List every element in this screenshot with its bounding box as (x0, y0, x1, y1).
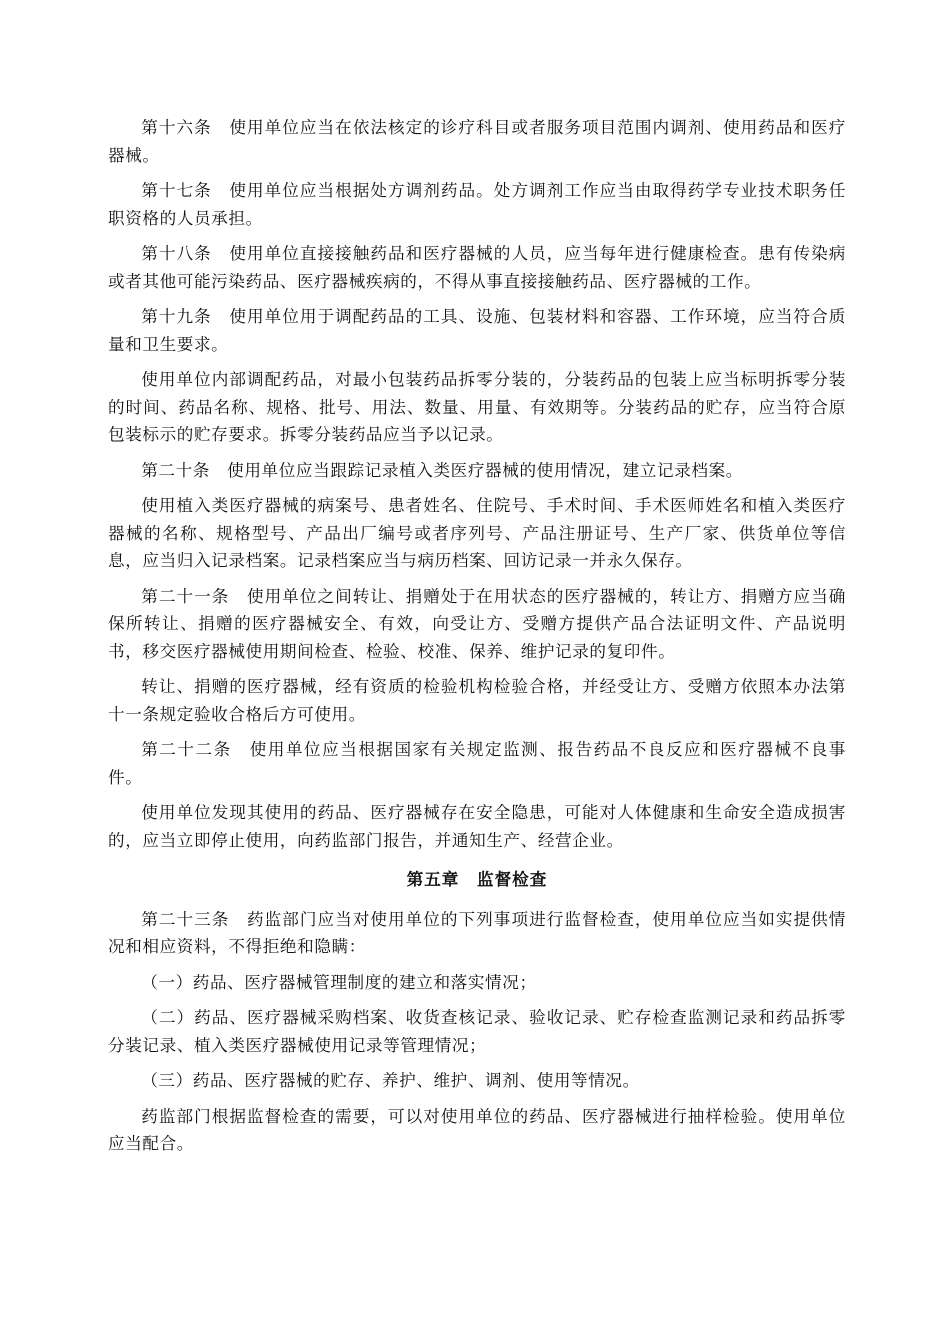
article-19-paragraph-2: 使用单位内部调配药品，对最小包装药品拆零分装的，分装药品的包装上应当标明拆零分装的时间、药品名称、规格、批号、用法、数量、用量、有效期等。分装药品的贮存，应当符合原包装标示的贮存要求。拆零分装药品应当予以记录。 (108, 370, 846, 444)
article-20-paragraph-2: 使用植入类医疗器械的病案号、患者姓名、住院号、手术时间、手术医师姓名和植入类医疗器械的名称、规格型号、产品出厂编号或者序列号、产品注册证号、生产厂家、供货单位等信息，应当归入记录档案。记录档案应当与病历档案、回访记录一并永久保存。 (108, 496, 846, 570)
article-20: 第二十条 使用单位应当跟踪记录植入类医疗器械的使用情况，建立记录档案。 (141, 460, 743, 480)
article-18: 第十八条 使用单位直接接触药品和医疗器械的人员，应当每年进行健康检查。患有传染病或者其他可能污染药品、医疗器械疾病的，不得从事直接接触药品、医疗器械的工作。 (108, 244, 846, 291)
article-23: 第二十三条 药监部门应当对使用单位的下列事项进行监督检查，使用单位应当如实提供情况和相应资料，不得拒绝和隐瞒： (108, 909, 846, 956)
article-23-paragraph-2: 药监部门根据监督检查的需要，可以对使用单位的药品、医疗器械进行抽样检验。使用单位应当配合。 (108, 1106, 846, 1153)
article-22-paragraph-2: 使用单位发现其使用的药品、医疗器械存在安全隐患，可能对人体健康和生命安全造成损害的，应当立即停止使用，向药监部门报告，并通知生产、经营企业。 (108, 803, 846, 850)
article-21: 第二十一条 使用单位之间转让、捐赠处于在用状态的医疗器械的，转让方、捐赠方应当确保所转让、捐赠的医疗器械安全、有效，向受让方、受赠方提供产品合法证明文件、产品说明书，移交医疗器械使用期间检查、检验、校准、保养、维护记录的复印件。 (108, 586, 846, 661)
article-17: 第十七条 使用单位应当根据处方调剂药品。处方调剂工作应当由取得药学专业技术职务任职资格的人员承担。 (108, 181, 846, 228)
article-16: 第十六条 使用单位应当在依法核定的诊疗科目或者服务项目范围内调剂、使用药品和医疗器械。 (108, 118, 846, 165)
article-21-paragraph-2: 转让、捐赠的医疗器械，经有资质的检验机构检验合格，并经受让方、受赠方依照本办法第十一条规定验收合格后方可使用。 (108, 677, 846, 724)
article-23-item-2: （二）药品、医疗器械采购档案、收货查核记录、验收记录、贮存检查监测记录和药品拆零分装记录、植入类医疗器械使用记录等管理情况； (108, 1008, 846, 1055)
article-23-item-3: （三）药品、医疗器械的贮存、养护、维护、调剂、使用等情况。 (141, 1071, 640, 1090)
article-23-item-1: （一）药品、医疗器械管理制度的建立和落实情况； (141, 972, 537, 992)
article-22: 第二十二条 使用单位应当根据国家有关规定监测、报告药品不良反应和医疗器械不良事件。 (108, 740, 846, 787)
document-page (108, 114, 846, 1166)
article-19: 第十九条 使用单位用于调配药品的工具、设施、包装材料和容器、工作环境，应当符合质量和卫生要求。 (108, 307, 846, 354)
chapter-heading: 第五章 监督检查 (406, 869, 548, 889)
